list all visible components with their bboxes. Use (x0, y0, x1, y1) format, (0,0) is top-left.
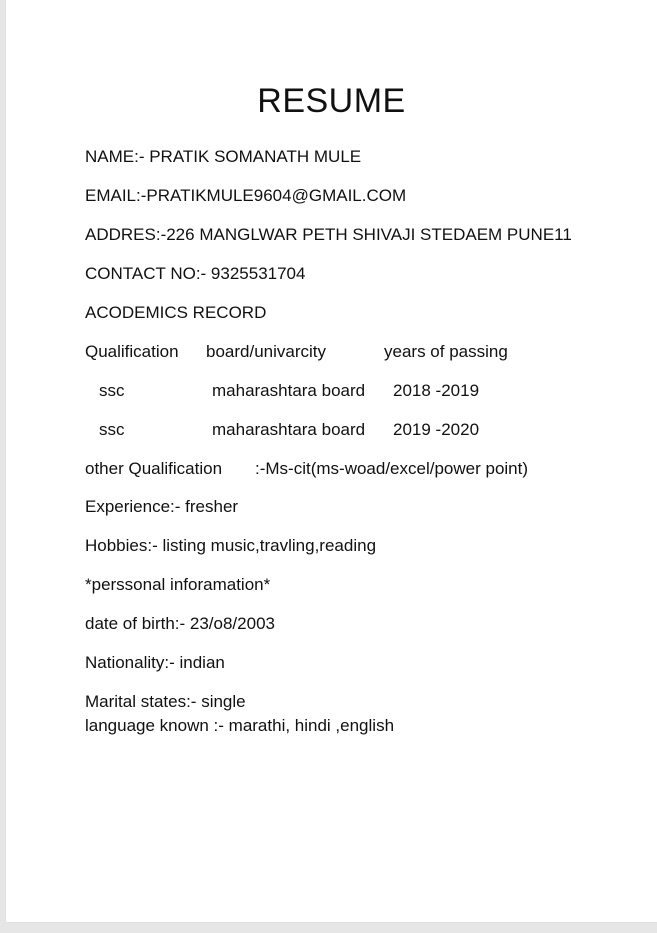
dob-line: date of birth:- 23/o8/2003 (85, 614, 275, 633)
row1-qualification: ssc (99, 381, 125, 400)
address-line: ADDRES:-226 MANGLWAR PETH SHIVAJI STEDAEM PUNE11 (85, 225, 572, 244)
resume-title: RESUME (257, 82, 406, 120)
languages-line: language known :- marathi, hindi ,english (85, 716, 395, 735)
experience-line: Experience:- fresher (85, 497, 239, 516)
header-years: years of passing (384, 342, 508, 361)
academics-heading: ACODEMICS RECORD (85, 303, 267, 322)
row2-years: 2019 -2020 (393, 420, 480, 439)
hobbies-line: Hobbies:- listing music,travling,reading (85, 536, 377, 555)
other-qualification-label: other Qualification (85, 459, 223, 478)
name-line: NAME:- PRATIK SOMANATH MULE (85, 147, 362, 166)
header-board: board/univarcity (206, 342, 327, 361)
resume-content (6, 0, 657, 922)
other-qualification-value: :-Ms-cit(ms-woad/excel/power point) (255, 459, 529, 478)
contact-line: CONTACT NO:- 9325531704 (85, 264, 306, 283)
row2-qualification: ssc (99, 420, 125, 439)
personal-heading: *perssonal inforamation* (85, 575, 271, 594)
nationality-line: Nationality:- indian (85, 653, 225, 672)
marital-line: Marital states:- single (85, 692, 246, 711)
row1-board: maharashtara board (212, 381, 366, 400)
header-qualification: Qualification (85, 342, 179, 361)
row1-years: 2018 -2019 (393, 381, 480, 400)
resume-page (6, 0, 657, 922)
email-line: EMAIL:-PRATIKMULE9604@GMAIL.COM (85, 186, 407, 205)
row2-board: maharashtara board (212, 420, 366, 439)
